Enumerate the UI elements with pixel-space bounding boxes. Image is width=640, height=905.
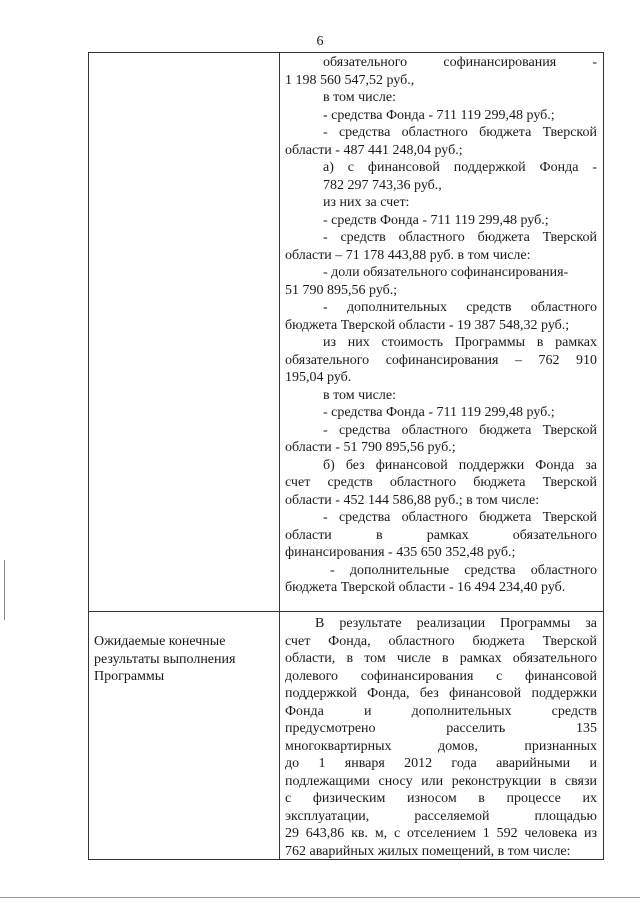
text-line: обязательного софинансирования – 762 910 [285,352,597,368]
text-line: области - 51 790 895,56 руб.; [285,440,456,455]
text-line: эксплуатации, расселяемой площадью [285,808,597,824]
text-line: долевого софинансирования с финансовой [285,668,597,684]
text-line: поддержкой Фонда, без финансовой поддержки [285,686,597,701]
text-line: финансирования - 435 650 352,48 руб.; [285,545,516,560]
text-line: области – 71 178 443,88 руб. в том числе: [285,247,531,263]
text-line: Фонда и дополнительных средств [285,703,597,719]
text-line: области - 452 144 586,88 руб.; в том числе: [285,492,540,508]
text-line: - доли обязательного софинансирования- [323,265,569,280]
text-line: 1 198 560 547,52 руб., [285,72,415,88]
text-line: - средства Фонда - 711 119 299,48 руб.; [323,107,555,123]
text-line: - дополнительные средства областного [330,562,597,578]
text-line: - средств областного бюджета Тверской [323,230,597,245]
text-line: 29 643,86 кв. м, с отселением 1 592 человека из [285,826,597,841]
expected-results-cell [285,615,597,860]
text-line: до 1 января 2012 года аварийными и [285,756,597,771]
text-line: б) без финансовой поддержки Фонда за [323,457,597,473]
text-line: - средства Фонда - 711 119 299,48 руб.; [323,405,555,420]
expected-results-label: Ожидаемые конечные результаты выполнения Программы [94,634,236,684]
text-line: в том числе: [323,387,396,403]
text-line: области в рамках обязательного [285,527,597,543]
text-line: области, в том числе в рамках обязательного [285,651,597,666]
text-line: из них за счет: [323,195,410,210]
text-line: области - 487 441 248,04 руб.; [285,142,463,158]
text-line: обязательного софинансирования - [323,55,597,70]
text-line: подлежащими сносу или реконструкции в связи [285,773,597,789]
row-divider [89,611,603,612]
page-number: 6 [316,34,324,49]
document-table [88,52,604,860]
text-line: с физическим износом в процессе их [285,791,597,806]
text-line: - средства областного бюджета Тверской [323,422,597,438]
text-line: предусмотрено расселить 135 [285,721,597,736]
text-line: - средства областного бюджета Тверской [323,125,597,140]
text-line: счет средств областного бюджета Тверской [285,475,597,490]
scan-edge-bottom [0,897,640,898]
text-line: бюджета Тверской области - 16 494 234,40 руб. [285,580,566,595]
text-line: В результате реализации Программы за [315,616,597,631]
text-line: 195,04 руб. [285,370,352,385]
text-line: - дополнительных средств областного [323,300,597,315]
text-line: бюджета Тверской области - 19 387 548,32 руб.; [285,317,570,333]
scan-edge-left [4,560,5,620]
text-line: - средств Фонда - 711 119 299,48 руб.; [323,212,549,228]
column-divider [279,53,280,859]
text-line: 51 790 895,56 руб.; [285,282,398,298]
text-line: в том числе: [323,90,396,105]
text-line: счет Фонда, областного бюджета Тверской [285,633,597,649]
text-line: - средства областного бюджета Тверской [323,510,597,525]
text-line: а) с финансовой поддержкой Фонда - [323,160,597,175]
funding-details-cell [285,54,597,597]
text-line: 762 аварийных жилых помещений, в том числе: [285,843,571,859]
text-line: 782 297 743,36 руб., [323,177,442,193]
text-line: многоквартирных домов, признанных [285,738,597,754]
text-line: из них стоимость Программы в рамках [323,335,597,350]
